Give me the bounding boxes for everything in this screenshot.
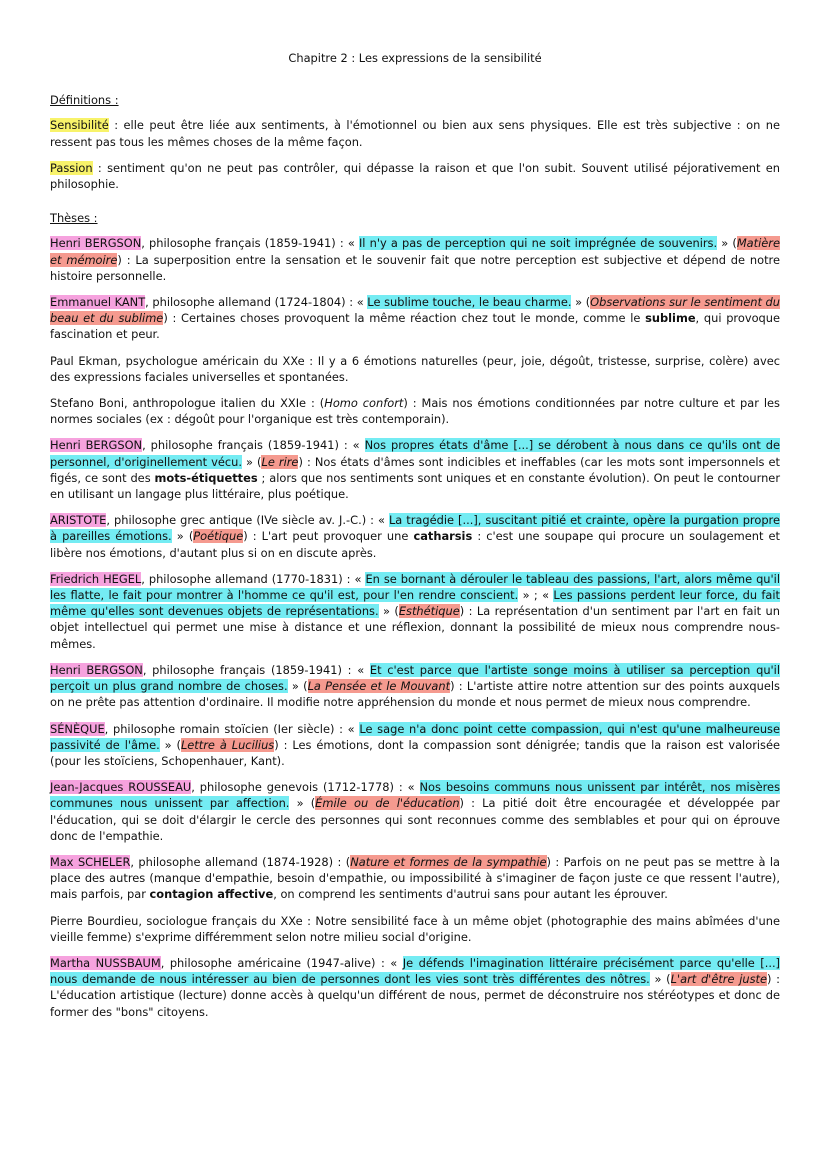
- text-run: , philosophe américaine (1947-alive) : «: [160, 955, 403, 970]
- text-run: Paul Ekman, psychologue américain du XXe : Il y a 6 émotions naturelles (peur, joie, dégoût, tristesse, surprise, colère) avec des expressions faciales universelles et spontanées.: [50, 353, 780, 384]
- text-run: , on comprend les sentiments d'autrui sans pour autant les éprouver.: [273, 887, 668, 902]
- text-run: , philosophe genevois (1712-1778) : «: [191, 780, 420, 795]
- author-name: Jean-Jacques ROUSSEAU: [50, 780, 192, 795]
- author-name: Martha NUSSBAUM: [50, 955, 161, 970]
- quote-highlight: Il n'y a pas de perception qui ne soit imprégnée de souvenirs.: [358, 236, 718, 251]
- work-title: Nature et formes de la sympathie: [350, 854, 547, 869]
- author-name: Max SCHELER: [50, 854, 131, 869]
- thesis-paragraph: [50, 913, 780, 945]
- text-run: Pierre Bourdieu, sociologue français du XXe : Notre sensibilité face à un même objet (photographie des mains abîmées d'une vieille femme) s'exprime différemment selon notre milieu social d'origine.: [50, 913, 780, 944]
- key-term: sublime: [645, 311, 696, 326]
- quote-highlight: Le sublime touche, le beau charme.: [367, 295, 572, 310]
- text-run: , philosophe allemand (1724-1804) : «: [145, 295, 368, 310]
- work-title: Lettre à Lucilius: [180, 737, 275, 752]
- term-highlight: Sensibilité: [50, 118, 109, 133]
- thesis-paragraph: [50, 235, 780, 284]
- key-term: catharsis: [413, 529, 473, 544]
- text-run: » (: [571, 295, 591, 310]
- text-run: ) : La pitié doit être encouragée et développée par l'éducation, qui se doit d'élargir le cercle des personnes qui sont reconnues comme des semblables et pour qui on éprouve donc de l'empathie.: [50, 796, 780, 843]
- thesis-paragraph: [50, 294, 780, 343]
- quote-highlight: Les passions perdent leur force, du fait même qu'elles sont devenues objets de représentations.: [50, 588, 780, 619]
- author-name: Emmanuel KANT: [50, 295, 146, 310]
- text-run: ) : La superposition entre la sensation et le souvenir fait que notre perception est subjective et dépend de notre histoire personnelle.: [50, 252, 780, 283]
- author-name: Henri BERGSON: [50, 662, 143, 677]
- document-page: [50, 50, 780, 1030]
- text-run: ) : Nos états d'âmes sont indicibles et ineffables (car les mots sont impersonnels et figés, ce sont des: [50, 454, 780, 485]
- thesis-paragraph: [50, 854, 780, 903]
- text-run: ; alors que nos sentiments sont uniques et en constante évolution). On peut le contourner en utilisant un langage plus littéraire, plus poétique.: [50, 470, 781, 502]
- text-run: » (: [287, 679, 308, 694]
- work-title: La Pensée et le Mouvant: [307, 679, 451, 694]
- work-title: Esthétique: [398, 604, 460, 619]
- quote-highlight: Je défends l'imagination littéraire précisément parce qu'elle [...] nous demande de nous intéresser au bien de personnes dont les vies sont très différentes des nôtres.: [50, 955, 781, 987]
- work-title: Homo confort: [324, 396, 404, 411]
- key-term: mots-étiquettes: [154, 470, 258, 485]
- author-name: SÉNÈQUE: [50, 721, 105, 736]
- text-run: » (: [649, 972, 671, 987]
- text-run: Stefano Boni, anthropologue italien du XXIe : (: [50, 396, 325, 411]
- text-run: » (: [159, 737, 181, 752]
- text-run: , philosophe grec antique (IVe siècle av. J.-C.) : «: [106, 513, 389, 528]
- definitions-heading: Définitions :: [50, 93, 119, 108]
- text-run: » (: [378, 604, 399, 619]
- quote-highlight: La tragédie [...], suscitant pitié et crainte, opère la purgation propre à pareilles émotions.: [50, 513, 780, 544]
- text-run: » (: [289, 796, 316, 811]
- text-run: : sentiment qu'on ne peut pas contrôler, qui dépasse la raison et que l'on subit. Souvent utilisé péjorativement en philosophie.: [50, 160, 780, 192]
- text-run: ) : L'art peut provoquer une: [243, 529, 414, 544]
- work-title: Observations sur le sentiment du beau et du sublime: [50, 295, 780, 326]
- thesis-paragraph: [50, 353, 780, 385]
- text-run: : elle peut être liée aux sentiments, à l'émotionnel ou bien aux sens physiques. Elle est très subjective : on ne ressent pas tous les mêmes choses de la même façon.: [50, 118, 780, 149]
- text-run: ) : Mais nos émotions conditionnées par notre culture et par les normes sociales (ex : dégoût pour l'organique est très contemporain).: [50, 396, 780, 427]
- author-name: Henri BERGSON: [50, 236, 142, 251]
- work-title: Le rire: [261, 454, 299, 469]
- quote-highlight: En se bornant à dérouler le tableau des passions, l'art, alors même qu'il les flatte, le fait pour montrer à l'homme ce qu'il est, pour l'en rendre conscient.: [50, 571, 780, 603]
- text-run: ) : Parfois on ne peut pas se mettre à la place des autres (manque d'empathie, besoin d'empathie, ou impossibilité à s'imaginer de façon juste ce que ressent l'autre), mais parfois, par: [50, 854, 780, 902]
- thesis-paragraph: [50, 395, 780, 427]
- text-run: » (: [171, 529, 194, 544]
- work-title: Émile ou de l'éducation: [315, 796, 460, 811]
- quote-highlight: Le sage n'a donc point cette compassion, qui n'est qu'une malheureuse passivité de l'âme.: [50, 721, 780, 752]
- definition-paragraph: [50, 117, 780, 149]
- author-name: ARISTOTE: [50, 513, 107, 528]
- work-title: L'art d'être juste: [670, 972, 767, 987]
- quote-highlight: Nos propres états d'âme [...] se dérobent à nous dans ce qu'ils ont de personnel, d'originellement vécu.: [50, 438, 780, 469]
- text-run: ) : Certaines choses provoquent la même réaction chez tout le monde, comme le: [163, 311, 646, 326]
- text-run: ) : L'éducation artistique (lecture) donne accès à quelqu'un différent de nous, permet de déconstruire nos stéréotypes et donc de former des "bons" citoyens.: [50, 972, 781, 1019]
- definition-paragraph: [50, 160, 780, 192]
- chapter-title: Chapitre 2 : Les expressions de la sensibilité: [288, 51, 542, 65]
- text-run: , philosophe allemand (1770-1831) : «: [141, 571, 366, 586]
- work-title: Matière et mémoire: [50, 236, 780, 267]
- text-run: » (: [241, 454, 262, 469]
- key-term: contagion affective: [149, 887, 274, 902]
- theses-heading: Thèses :: [50, 211, 98, 226]
- text-run: ) : L'artiste attire notre attention sur des points auxquels on ne prête pas attention d'ordinaire. Il modifie notre appréhension du monde et nous permet de mieux nous comprendre.: [50, 679, 780, 710]
- definitions-section: [50, 117, 780, 192]
- quote-highlight: Et c'est parce que l'artiste songe moins à utiliser sa perception qu'il perçoit un plus grand nombre de choses.: [50, 662, 780, 694]
- author-name: Henri BERGSON: [50, 438, 143, 453]
- text-run: , philosophe allemand (1874-1928) : (: [130, 854, 351, 869]
- text-run: , qui provoque fascination et peur.: [50, 311, 780, 342]
- quote-highlight: Nos besoins communs nous unissent par intérêt, nos misères communes nous unissent par affection.: [50, 780, 780, 811]
- text-run: , philosophe romain stoïcien (Ier siècle) : «: [104, 721, 360, 736]
- text-run: , philosophe français (1859-1941) : «: [141, 236, 359, 251]
- thesis-paragraph: [50, 437, 780, 502]
- text-run: » (: [717, 236, 737, 251]
- thesis-paragraph: [50, 779, 780, 844]
- text-run: : c'est une soupape qui procure un soulagement et libère nos émotions, d'autant plus si on en discute après.: [50, 529, 781, 560]
- text-run: , philosophe français (1859-1941) : «: [142, 438, 365, 453]
- thesis-paragraph: [50, 662, 780, 711]
- thesis-paragraph: [50, 512, 780, 561]
- work-title: Poétique: [193, 529, 244, 544]
- theses-section: [50, 235, 780, 1019]
- text-run: , philosophe français (1859-1941) : «: [142, 662, 370, 677]
- text-run: ) : Les émotions, dont la compassion sont dénigrée; tandis que la raison est valorisée (pour les stoïciens, Schopenhauer, Kant).: [50, 737, 780, 768]
- thesis-paragraph: [50, 571, 780, 652]
- thesis-paragraph: [50, 721, 780, 770]
- thesis-paragraph: [50, 955, 780, 1020]
- text-run: » ; «: [518, 588, 554, 603]
- author-name: Friedrich HEGEL: [50, 571, 142, 586]
- term-highlight: Passion: [50, 160, 93, 175]
- text-run: ) : La représentation d'un sentiment par l'art en fait un objet intellectuel qui permet une mise à distance et une réflexion, donnant la possibilité de mieux nous comprendre nous-mêmes.: [50, 604, 780, 651]
